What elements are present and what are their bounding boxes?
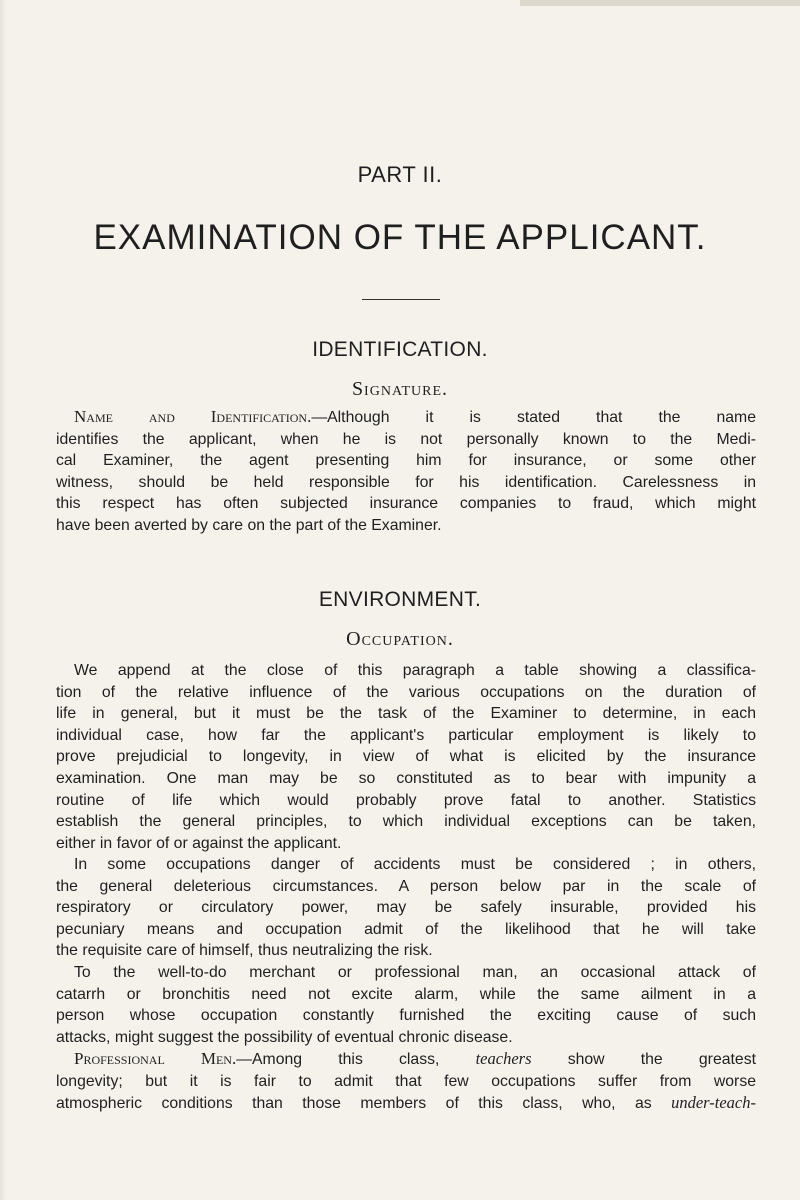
occupation-paragraph-1 — [56, 660, 756, 854]
text-line: routine of life which would probably prove fatal to another. Statistics — [56, 791, 756, 809]
text-line: cal Examiner, the agent presenting him for insurance, or some other — [56, 452, 756, 470]
part-label: PART II. — [357, 162, 443, 187]
text-line: atmospheric conditions than those members of this class, who, as under-teach- — [56, 1093, 756, 1113]
italic-term: under-teach- — [671, 1093, 756, 1113]
text-line: have been averted by care on the part of the Examiner. — [56, 516, 442, 534]
text-line: pecuniary means and occupation admit of the likelihood that he will take — [56, 920, 756, 938]
text-line: this respect has often subjected insurance companies to fraud, which might — [56, 495, 756, 513]
text-line: the requisite care of himself, thus neutralizing the risk. — [56, 942, 433, 960]
text-line: examination. One man may be so constituted as to bear with impunity a — [56, 769, 756, 787]
text-line: identifies the applicant, when he is not personally known to the Medi- — [56, 430, 756, 448]
text-line: We append at the close of this paragraph a table showing a classifica- — [74, 662, 756, 679]
text-line: attacks, might suggest the possibility of eventual chronic disease. — [56, 1028, 513, 1046]
run-in-heading: Professional Men. — [74, 1049, 237, 1068]
text-line: life in general, but it must be the task of the Examiner to determine, in each — [56, 705, 756, 723]
text-line: person whose occupation constantly furnished the exciting cause of such — [56, 1007, 756, 1025]
identification-paragraph — [56, 406, 756, 537]
text-line: individual case, how far the applicant's particular employment is likely to — [56, 726, 756, 744]
subheading-signature: Signature. — [351, 378, 449, 400]
text-line: catarrh or bronchitis need not excite alarm, while the same ailment in a — [56, 985, 756, 1003]
text-line: To the well-to-do merchant or professional man, an occasional attack of — [74, 964, 756, 981]
text-line: either in favor of or against the applicant. — [56, 834, 342, 852]
text-line: establish the general principles, to which individual exceptions can be taken, — [56, 813, 756, 831]
chapter-title: EXAMINATION OF THE APPLICANT. — [93, 218, 707, 257]
text-line: Name and Identification.—Although it is stated that the name — [74, 407, 756, 426]
professional-men-paragraph — [56, 1048, 756, 1115]
text-line: the general deleterious circumstances. A person below par in the scale of — [56, 877, 756, 895]
run-in-heading: Name and Identification. — [74, 407, 312, 426]
text-line: longevity; but it is fair to admit that few occupations suffer from worse — [56, 1072, 756, 1090]
text-line: Professional Men.—Among this class, teachers show the greatest — [74, 1049, 756, 1068]
text-line: respiratory or circulatory power, may be safely insurable, provided his — [56, 899, 756, 917]
italic-term: teachers — [475, 1049, 532, 1068]
text-line: tion of the relative influence of the various occupations on the duration of — [56, 683, 756, 701]
occupation-paragraph-3 — [56, 962, 756, 1048]
text-line: prove prejudicial to longevity, in view of what is elicited by the insurance — [56, 748, 756, 766]
section-heading-environment: ENVIRONMENT. — [318, 588, 482, 611]
page-top-edge — [520, 0, 800, 6]
text-line: witness, should be held responsible for his identification. Carelessness in — [56, 473, 756, 491]
title-divider — [362, 299, 440, 300]
subheading-occupation: Occupation. — [346, 628, 454, 650]
text-line: In some occupations danger of accidents must be considered ; in others, — [74, 856, 756, 873]
section-heading-identification: IDENTIFICATION. — [312, 338, 488, 361]
occupation-paragraph-2 — [56, 854, 756, 962]
